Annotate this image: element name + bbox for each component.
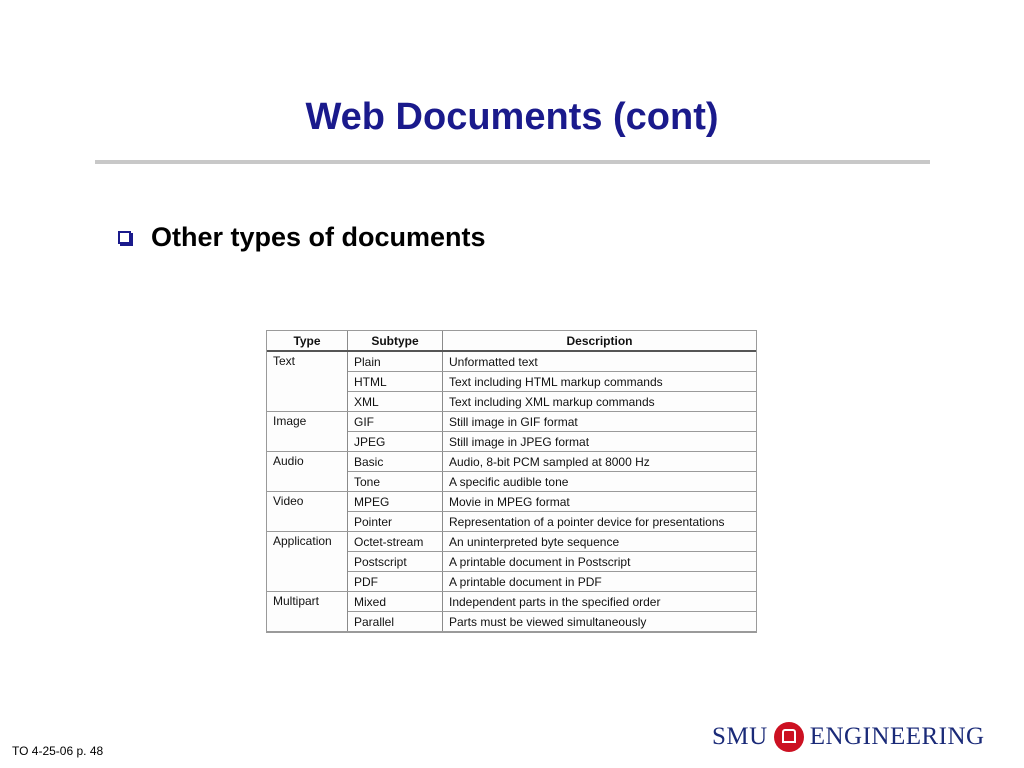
header-subtype: Subtype	[348, 331, 443, 351]
cell-type: Image	[267, 412, 348, 452]
cell-subtype: HTML	[348, 372, 443, 392]
table-row	[267, 492, 756, 512]
cell-description: Independent parts in the specified order	[443, 592, 757, 612]
cell-type: Application	[267, 532, 348, 592]
table-row	[267, 532, 756, 552]
table-body	[267, 351, 756, 632]
footer-page-label: TO 4-25-06 p. 48	[12, 744, 104, 758]
cell-description: Still image in GIF format	[443, 412, 757, 432]
cell-description: A printable document in Postscript	[443, 552, 757, 572]
cell-subtype: GIF	[348, 412, 443, 432]
cell-subtype: XML	[348, 392, 443, 412]
cell-type: Video	[267, 492, 348, 532]
cell-subtype: Tone	[348, 472, 443, 492]
cell-description: Parts must be viewed simultaneously	[443, 612, 757, 632]
table-row	[267, 351, 756, 372]
document-types-table	[266, 330, 757, 633]
university-seal-icon	[774, 722, 804, 752]
slide-title: Web Documents (cont)	[305, 96, 719, 138]
cell-subtype: Postscript	[348, 552, 443, 572]
header-type: Type	[267, 331, 348, 351]
cell-subtype: PDF	[348, 572, 443, 592]
cell-description: Text including HTML markup commands	[443, 372, 757, 392]
cell-description: Still image in JPEG format	[443, 432, 757, 452]
cell-subtype: Octet-stream	[348, 532, 443, 552]
bullet-item	[118, 222, 486, 253]
cell-subtype: Mixed	[348, 592, 443, 612]
table-row	[267, 412, 756, 432]
cell-description: A specific audible tone	[443, 472, 757, 492]
smu-engineering-logo	[712, 722, 985, 752]
table-header-row	[267, 331, 756, 351]
cell-subtype: MPEG	[348, 492, 443, 512]
bullet-text: Other types of documents	[151, 222, 486, 252]
cell-description: Representation of a pointer device for presentations	[443, 512, 757, 532]
cell-subtype: JPEG	[348, 432, 443, 452]
table-row	[267, 452, 756, 472]
cell-type: Multipart	[267, 592, 348, 632]
square-bullet-icon	[118, 231, 131, 244]
cell-description: A printable document in PDF	[443, 572, 757, 592]
table-row	[267, 592, 756, 612]
cell-description: Unformatted text	[443, 351, 757, 372]
cell-description: An uninterpreted byte sequence	[443, 532, 757, 552]
logo-text-engineering: ENGINEERING	[809, 723, 985, 750]
logo-text-smu: SMU	[712, 723, 768, 750]
cell-description: Audio, 8-bit PCM sampled at 8000 Hz	[443, 452, 757, 472]
header-description: Description	[443, 331, 757, 351]
cell-description: Text including XML markup commands	[443, 392, 757, 412]
cell-type: Audio	[267, 452, 348, 492]
cell-description: Movie in MPEG format	[443, 492, 757, 512]
title-divider	[95, 160, 930, 164]
cell-type: Text	[267, 351, 348, 412]
cell-subtype: Parallel	[348, 612, 443, 632]
cell-subtype: Basic	[348, 452, 443, 472]
cell-subtype: Pointer	[348, 512, 443, 532]
cell-subtype: Plain	[348, 351, 443, 372]
